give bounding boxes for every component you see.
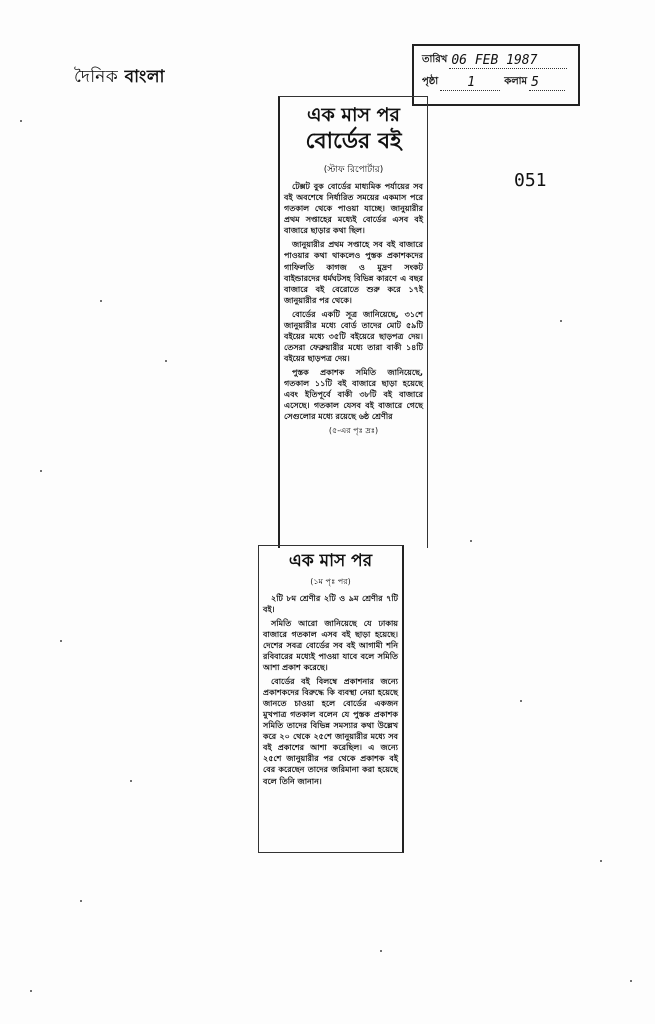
speck <box>100 300 102 302</box>
stamp-date-row <box>422 52 567 69</box>
stamp-date-line <box>449 53 567 69</box>
stamp-page-label: পৃষ্ঠা <box>422 76 439 87</box>
speck <box>560 320 562 322</box>
stamp-page-row <box>422 74 565 91</box>
archive-stamp <box>412 44 580 106</box>
article-paragraph: বোর্ডের একটি সূত্র জানিয়েছে, ৩১শে জানুয়ারীর মধ্যে বোর্ড তাদের মোট ৫৯টি বইয়ের মধ্যে ৩৫টি বইয়েরে ছাড়পত্র দেয়। তেসরা ফেব্রুয়ারীর মধ্যে তারা বাকী ১৪টি বইয়ের ছাড়পত্র দেয়। <box>284 309 423 363</box>
stamp-column-line <box>529 75 565 91</box>
stamp-page-line <box>440 75 500 91</box>
speck <box>520 700 522 702</box>
continuation-body <box>263 593 398 787</box>
speck <box>40 470 42 472</box>
continued-note: (৫-এর পৃঃ দ্রঃ) <box>328 425 379 435</box>
stamp-column-value: 5 <box>531 75 539 90</box>
speck <box>20 120 22 122</box>
speck <box>165 360 167 362</box>
newspaper-name-part2: বাংলা <box>124 67 165 87</box>
stamp-column-label: কলাম <box>504 76 528 87</box>
article-headline-line1: এক মাস পর <box>307 104 400 126</box>
article-paragraph: জানুয়ারীর প্রথম সপ্তাহে সব বই বাজারে পাওয়ার কথা থাকলেও পুস্তক প্রকাশকদের গাফিলতি কাগজ ও মুদ্রণ সংকট বাইন্ডারদের ধর্মঘটসহ বিভিন্ন কারণে এ বছর বাজারে বই বেরোতে শুরু করে ১৭ই জানুয়ারীর পর থেকে। <box>284 240 423 305</box>
article-body <box>284 181 423 422</box>
article-headline-line2: বোর্ডের বই <box>305 128 402 154</box>
archive-number: 051 <box>514 170 547 191</box>
speck <box>380 950 382 952</box>
speck <box>130 780 132 782</box>
stamp-date-label: তারিখ <box>422 54 448 65</box>
continuation-paragraph: সমিতি আরো জানিয়েছে যে ঢাকায় বাজারে গতকাল এসব বই ছাড়া হয়েছে। দেশের সবত্র বোর্ডের সব বই আগামী শনি রবিবারের মধ্যেই পাওয়া যাবে বলে সমিতি আশা প্রকাশ করেছে। <box>263 619 398 673</box>
continuation-paragraph: বোর্ডের বই বিলম্বে প্রকাশনার জন্যে প্রকাশকদের বিরুদ্ধে কি ব্যবস্থা নেয়া হয়েছে জানতে চাওয়া হলে বোর্ডের একজন মুখপাত্র গতকাল বলেন যে পুস্তক প্রকাশক সমিতি তাদের বিভিন্ন সমস্যার কথা উল্লেখ করে ২০ থেকে ২৫শে জানুয়ারীর মধ্যে সব বই প্রকাশের আশা করেছিল। এ জন্যে ২৫শে জানুয়ারীর পর থেকে প্রকাশক বই বের করেছেন তাদের জরিমানা করা হয়েছে বলে তিনি জানান। <box>263 677 398 786</box>
continuation-from: (১ম পৃঃ পর) <box>310 577 351 586</box>
stamp-page-value: 1 <box>467 75 476 90</box>
continuation-heading: এক মাস পর <box>288 551 373 571</box>
speck <box>470 540 472 542</box>
speck <box>60 640 62 642</box>
speck <box>30 990 32 992</box>
article-paragraph: পুস্তক প্রকাশক সমিতি জানিয়েছে, গতকাল ১১টি বই বাজারে ছাড়া হয়েছে এবং ইতিপূর্বে বাকী ৩৮টি বই বাজারে এসেছে। গতকাল যেসব বই বাজারে গেছে সেগুলোর মধ্যে রয়েছে ৬ষ্ঠ শ্রেণীর <box>284 367 423 421</box>
stamp-date-value: 06 FEB 1987 <box>451 53 538 68</box>
speck <box>600 860 602 862</box>
continuation-clipping <box>258 545 404 853</box>
article-clipping <box>278 96 428 548</box>
article-byline: (স্টাফ রিপোর্টার) <box>323 165 384 176</box>
continuation-paragraph: ২টি ৮ম শ্রেণীর ২টি ও ৯ম শ্রেণীর ৭টি বই। <box>263 594 398 615</box>
article-paragraph: টেক্সট বুক বোর্ডের মাধ্যমিক পর্যায়ের সব বই অবশেষে নির্ধারিত সময়ের একমাস পরে গতকাল থেকে পাওয়া যাচ্ছে। জানুয়ারীর প্রথম সপ্তাহের মধ্যেই বোর্ডের এসব বই বাজারে ছাড়ার কথা ছিল। <box>284 182 423 236</box>
newspaper-name <box>74 64 165 92</box>
speck <box>80 900 82 902</box>
speck <box>630 980 632 982</box>
newspaper-name-part1: দৈনিক <box>74 67 119 87</box>
